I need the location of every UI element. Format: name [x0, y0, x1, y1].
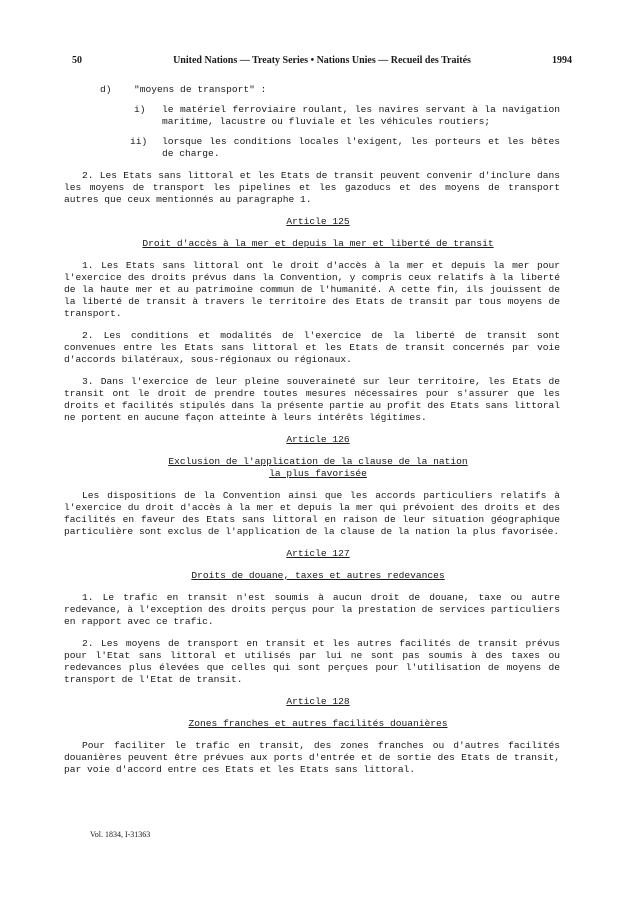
article-title: Exclusion de l'application de la clause de la nation: [168, 456, 468, 467]
article-title: Droits de douane, taxes et autres redevances: [191, 570, 445, 581]
page-number: 50: [72, 55, 82, 66]
list-text: lorsque les conditions locales l'exigent, les porteurs et les bêtes de charge.: [162, 136, 560, 159]
article-title-line2: la plus favorisée: [269, 468, 367, 479]
list-text: "moyens de transport" :: [134, 84, 267, 95]
article-heading: Article 128: [286, 696, 350, 707]
list-item-i: [76, 104, 560, 128]
list-item-ii: [76, 136, 560, 160]
paragraph: 1. Le trafic en transit n'est soumis à aucun droit de douane, taxe ou autre redevance, à l'exception des droits perçus pour la prestation de services particuliers en rapport avec ce trafic.: [64, 592, 560, 627]
article-heading: Article 126: [286, 434, 350, 445]
paragraph: 1. Les Etats sans littoral ont le droit d'accès à la mer et depuis la mer pour l'exercice des droits prévus dans la Convention, y compris ceux relatifs à la liberté de la haute mer et au patrimoine commun de l'humanité. A cette fin, ils jouissent de la liberté de transit à travers le territoire des Etats de transit par tous moyens de transport.: [64, 260, 560, 319]
list-text: le matériel ferroviaire roulant, les navires servant à la navigation maritime, lacustre ou fluviale et les véhicules routiers;: [162, 104, 560, 127]
list-label: ii): [130, 136, 148, 147]
list-label: i): [134, 104, 146, 115]
page-header: [72, 55, 572, 67]
volume-reference: Vol. 1834, I-31363: [90, 830, 151, 839]
year: 1994: [552, 55, 572, 66]
paragraph: 2. Les Etats sans littoral et les Etats de transit peuvent convenir d'inclure dans les moyens de transport les pipelines et les gazoducs et des moyens de transport autres que ceux mentionnés au paragraphe 1.: [64, 170, 560, 205]
paragraph: Pour faciliter le trafic en transit, des zones franches ou d'autres facilités douanières peuvent être prévues aux ports d'entrée et de sortie des Etats de transit, par voie d'accord entre ces Etats et les Etats sans littoral.: [64, 740, 560, 775]
article-title: Zones franches et autres facilités douanières: [188, 718, 448, 729]
paragraph: 3. Dans l'exercice de leur pleine souveraineté sur leur territoire, les Etats de transit ont le droit de prendre toutes mesures nécessaires pour s'assurer que les droits et facilités stipulés dans la présente partie au profit des Etats sans littoral ne portent en aucune façon atteinte à leurs intérêts légitimes.: [64, 376, 560, 423]
list-label: d): [100, 84, 112, 95]
series-title: United Nations — Treaty Series • Nations Unies — Recueil des Traités: [173, 55, 471, 66]
page-body: [64, 84, 560, 776]
article-heading: Article 127: [286, 548, 350, 559]
article-title: Droit d'accès à la mer et depuis la mer et liberté de transit: [142, 238, 494, 249]
list-item-d: [76, 84, 560, 96]
paragraph: 2. Les conditions et modalités de l'exercice de la liberté de transit sont convenues entre les Etats sans littoral et les Etats de transit concernés par voie d'accords bilatéraux, sous-régionaux ou régionaux.: [64, 330, 560, 365]
paragraph: 2. Les moyens de transport en transit et les autres facilités de transit prévus pour l'Etat sans littoral et utilisés par lui ne sont pas soumis à des taxes ou redevances plus élevées que celles qui sont perçues pour l'utilisation de moyens de transport de l'Etat de transit.: [64, 638, 560, 685]
article-heading: Article 125: [286, 216, 350, 227]
paragraph: Les dispositions de la Convention ainsi que les accords particuliers relatifs à l'exercice du droit d'accès à la mer et depuis la mer qui prévoient des droits et des facilités en faveur des Etats sans littoral en raison de leur situation géographique particulière sont exclus de l'application de la clause de la nation la plus favorisée.: [64, 490, 560, 537]
